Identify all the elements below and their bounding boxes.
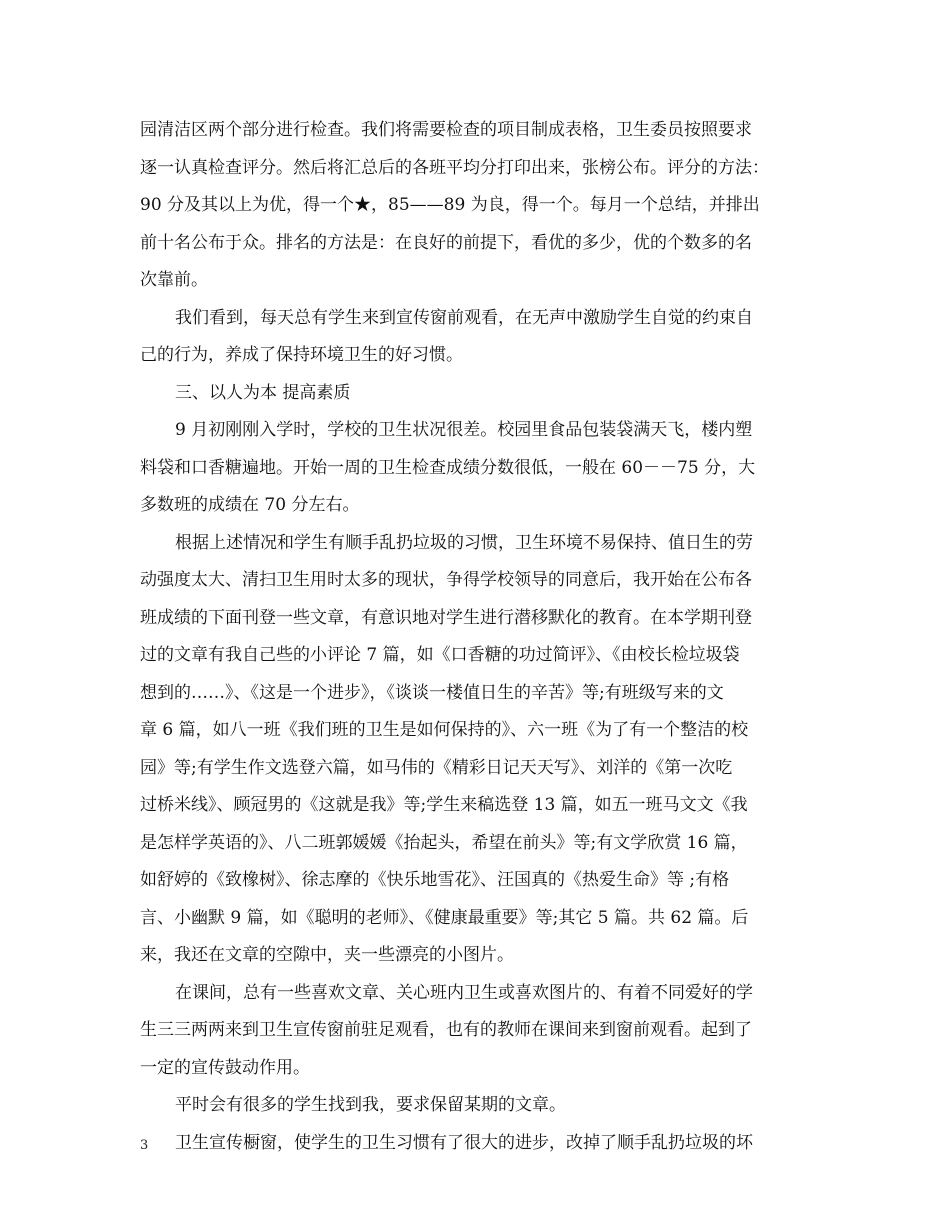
section-heading: 三、以人为本 提高素质	[175, 382, 351, 403]
text-line: 班成绩的下面刊登一些文章，有意识地对学生进行潜移默化的教育。在本学期刊登	[140, 607, 752, 628]
text-line: 前十名公布于众。排名的方法是：在良好的前提下，看优的多少，优的个数多的名	[140, 232, 752, 253]
text-line: 料袋和口香糖遍地。开始一周的卫生检查成绩分数很低，一般在 60－－75 分，大	[140, 457, 756, 478]
text-line: 园清洁区两个部分进行检查。我们将需要检查的项目制成表格，卫生委员按照要求	[140, 120, 752, 140]
text-line: 一定的宣传鼓动作用。	[140, 1057, 310, 1078]
text-line: 90 分及其以上为优，得一个★，85——89 为良，得一个。每月一个总结，并排出	[140, 195, 760, 215]
text-line: 想到的……》、《这是一个进步》，《谈谈一楼值日生的辛苦》等;有班级写来的文	[140, 682, 724, 703]
paragraph-first-line: 在课间，总有一些喜欢文章、关心班内卫生或喜欢图片的、有着不同爱好的学	[175, 982, 753, 1003]
text-line: 己的行为，养成了保持环境卫生的好习惯。	[140, 345, 463, 365]
paragraph-first-line: 根据上述情况和学生有顺手乱扔垃圾的习惯，卫生环境不易保持、值日生的劳	[175, 532, 753, 553]
page-number: 3	[140, 1138, 149, 1153]
text-line: 生三三两两来到卫生宣传窗前驻足观看，也有的教师在课间来到窗前观看。起到了	[140, 1020, 752, 1040]
text-line: 逐一认真检查评分。然后将汇总后的各班平均分打印出来，张榜公布。评分的方法：	[140, 157, 769, 178]
text-line: 过的文章有我自己些的小评论 7 篇，如《口香糖的功过简评》、《由校长检垃圾袋	[140, 645, 740, 665]
text-line: 过桥米线》、顾冠男的《这就是我》等;学生来稿选登 13 篇，如五一班马文文《我	[140, 795, 748, 815]
paragraph-first-line: 平时会有很多的学生找到我，要求保留某期的文章。	[175, 1095, 566, 1115]
text-line: 如舒婷的《致橡树》、徐志摩的《快乐地雪花》、汪国真的《热爱生命》等 ;有格	[140, 870, 730, 890]
paragraph-first-line: 卫生宣传橱窗，使学生的卫生习惯有了很大的进步，改掉了顺手乱扔垃圾的坏	[175, 1132, 753, 1153]
paragraph-first-line: 9 月初刚刚入学时，学校的卫生状况很差。校园里食品包装袋满天飞，楼内塑	[175, 420, 753, 440]
text-line: 来，我还在文章的空隙中，夹一些漂亮的小图片。	[140, 945, 514, 965]
text-line: 言、小幽默 9 篇，如《聪明的老师》、《健康最重要》等;其它 5 篇。共 62 篇。后	[140, 907, 749, 928]
text-line: 园》等;有学生作文选登六篇，如马伟的《精彩日记天天写》、刘洋的《第一次吃	[140, 757, 733, 778]
text-line: 是怎样学英语的》、八二班郭媛媛《抬起头，希望在前头》等;有文学欣赏 16 篇，	[140, 832, 748, 853]
text-line: 章 6 篇，如八一班《我们班的卫生是如何保持的》、六一班《为了有一个整洁的校	[140, 720, 749, 740]
text-line: 次靠前。	[140, 270, 208, 290]
document-body	[140, 112, 812, 1162]
paragraph-first-line: 我们看到，每天总有学生来到宣传窗前观看，在无声中激励学生自觉的约束自	[175, 307, 753, 328]
text-line: 动强度太大、清扫卫生用时太多的现状，争得学校领导的同意后，我开始在公布各	[140, 570, 752, 590]
text-line: 多数班的成绩在 70 分左右。	[140, 495, 360, 515]
